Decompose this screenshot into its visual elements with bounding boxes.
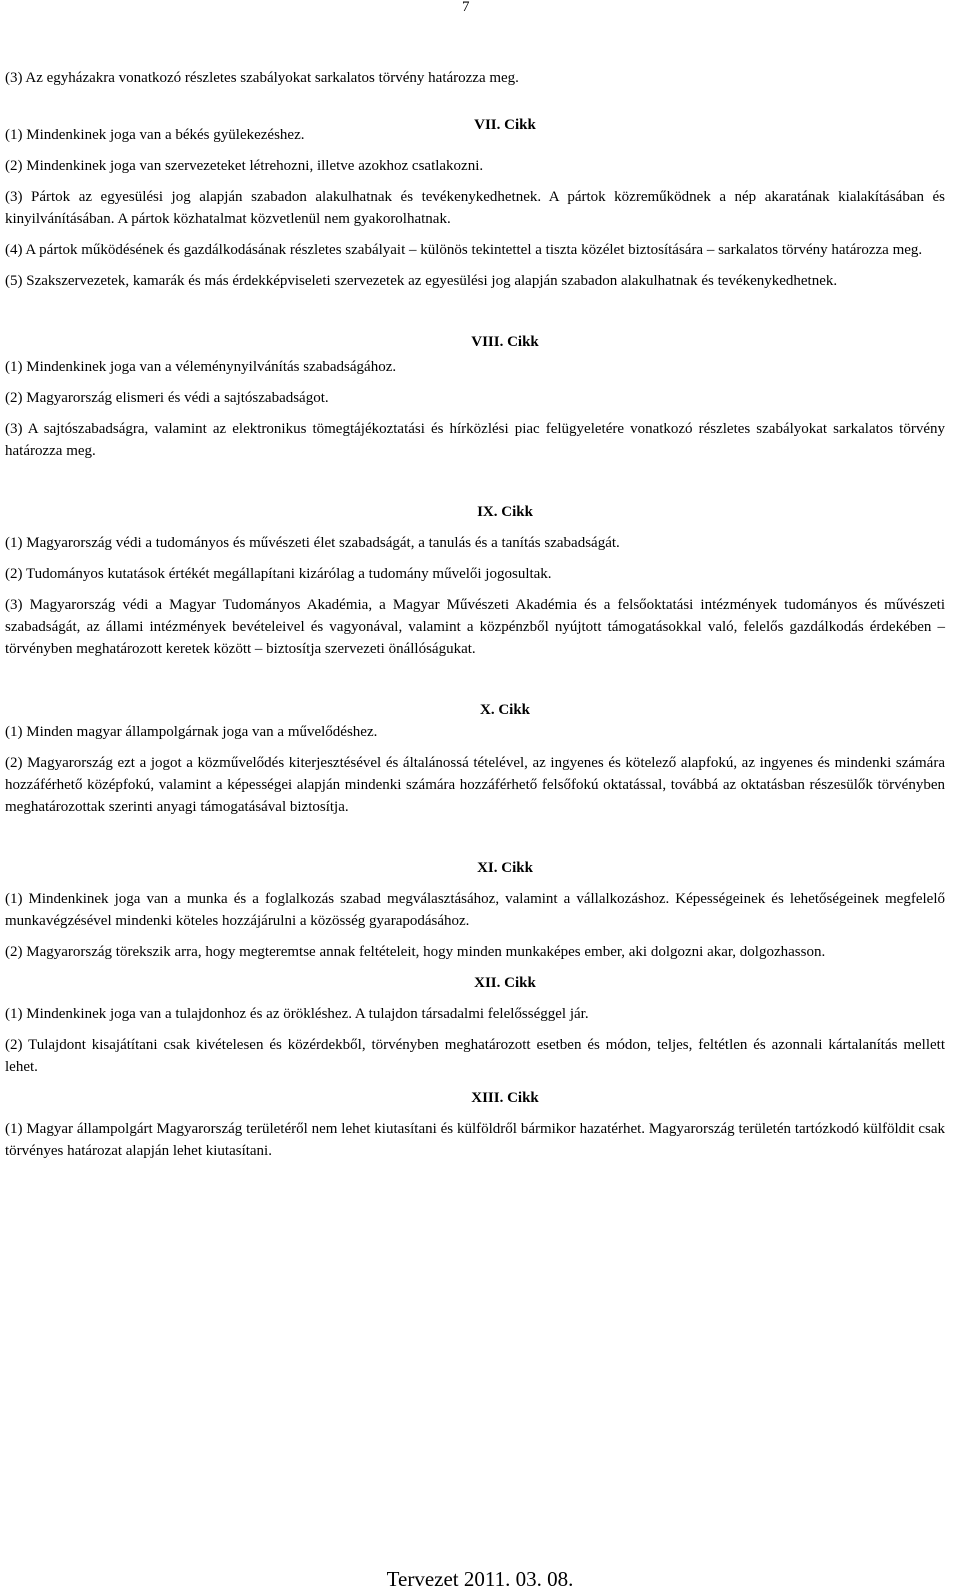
paragraph: (1) Mindenkinek joga van a véleménynyilvánítás szabadságához.: [5, 359, 397, 375]
article-heading: VII. Cikk: [474, 117, 536, 133]
article-heading: XIII. Cikk: [471, 1090, 539, 1106]
paragraph: (1) Minden magyar állampolgárnak joga van a művelődéshez.: [5, 724, 378, 740]
article-heading: IX. Cikk: [477, 504, 533, 520]
article-heading: X. Cikk: [479, 702, 531, 718]
article-vii: [5, 114, 945, 292]
article-x: [5, 699, 945, 818]
paragraph: (1) Mindenkinek joga van a munka és a foglalkozás szabad megválasztásához, valamint a vállalkozáshoz. Képességeinek és lehetőségeinek megfelelő munkavégzésével mindenki köteles hozzájárulni a közösség gyarapodásához.: [5, 891, 945, 929]
paragraph: (1) Magyarország védi a tudományos és művészeti élet szabadságát, a tanulás és a tanítás szabadságát.: [5, 535, 620, 551]
paragraph: (2) Magyarország ezt a jogot a közművelődés kiterjesztésével és általánossá tételével, az ingyenes és kötelező alapfokú, az ingyenes és mindenki számára hozzáférhető középfokú, valamint a képességei alapján mindenki számára hozzáférhető felsőfokú oktatással, továbbá az oktatásban részesülők törvényben meghatározottak szerinti anyagi támogatásával biztosítja.: [5, 755, 945, 815]
article-heading: VIII. Cikk: [471, 334, 539, 350]
paragraph: (3) Pártok az egyesülési jog alapján szabadon alakulhatnak és tevékenykedhetnek. A pártok közreműködnek a nép akaratának kialakításában és kinyilvánításában. A pártok közhatalmat közvetlenül nem gyakorolhatnak.: [5, 189, 945, 227]
page-number: 7: [462, 0, 470, 15]
paragraph: (5) Szakszervezetek, kamarák és más érdekképviseleti szervezetek az egyesülési jog alapján szabadon alakulhatnak és tevékenykedhetnek.: [5, 273, 838, 289]
article-xi: [5, 857, 945, 963]
article-viii: [5, 331, 945, 462]
paragraph: (3) Az egyházakra vonatkozó részletes szabályokat sarkalatos törvény határozza meg.: [5, 70, 519, 86]
footer-draft-date: Tervezet 2011. 03. 08.: [386, 1567, 574, 1591]
document-body: [5, 67, 945, 1171]
paragraph: (2) Magyarország elismeri és védi a sajtószabadságot.: [5, 390, 329, 406]
paragraph: (2) Tulajdont kisajátítani csak kivételesen és közérdekből, törvényben meghatározott esetben és módon, teljes, feltétlen és azonnali kártalanítás mellett lehet.: [5, 1037, 945, 1075]
paragraph: (3) Magyarország védi a Magyar Tudományos Akadémia, a Magyar Művészeti Akadémia és a felsőoktatási intézmények tudományos és művészeti szabadságát, az állami intézmények bevételeivel és vagyonával, valamint a közpénzből nyújtott támogatásokkal való, felelős gazdálkodás érdekében – törvényben meghatározott keretek között – biztosítja szervezeti önállóságukat.: [5, 597, 945, 657]
paragraph: (4) A pártok működésének és gazdálkodásának részletes szabályait – különös tekintettel a tiszta közélet biztosítására – sarkalatos törvény határozza meg.: [5, 242, 923, 258]
paragraph: (3) A sajtószabadságra, valamint az elektronikus tömegtájékoztatási és hírközlési piac felügyeletére vonatkozó részletes szabályokat sarkalatos törvény határozza meg.: [5, 421, 945, 459]
paragraph: (2) Magyarország törekszik arra, hogy megteremtse annak feltételeit, hogy minden munkaképes ember, aki dolgozni akar, dolgozhasson.: [5, 944, 826, 960]
paragraph: (1) Magyar állampolgárt Magyarország területéről nem lehet kiutasítani és külföldről bármikor hazatérhet. Magyarország területén tartózkodó külföldit csak törvényes határozat alapján lehet kiutasítani.: [5, 1121, 945, 1159]
paragraph: (1) Mindenkinek joga van a tulajdonhoz és az örökléshez. A tulajdon társadalmi felelősséggel jár.: [5, 1006, 589, 1022]
article-heading: XII. Cikk: [474, 975, 536, 991]
article-xiii: [5, 1087, 945, 1162]
article-xii: [5, 972, 945, 1078]
paragraph: (2) Mindenkinek joga van szervezeteket létrehozni, illetve azokhoz csatlakozni.: [5, 158, 484, 174]
article-ix: [5, 501, 945, 660]
article-heading: XI. Cikk: [477, 860, 533, 876]
paragraph: (2) Tudományos kutatások értékét megállapítani kizárólag a tudomány művelői jogosultak.: [5, 566, 552, 582]
paragraph: (1) Mindenkinek joga van a békés gyülekezéshez.: [5, 127, 305, 143]
